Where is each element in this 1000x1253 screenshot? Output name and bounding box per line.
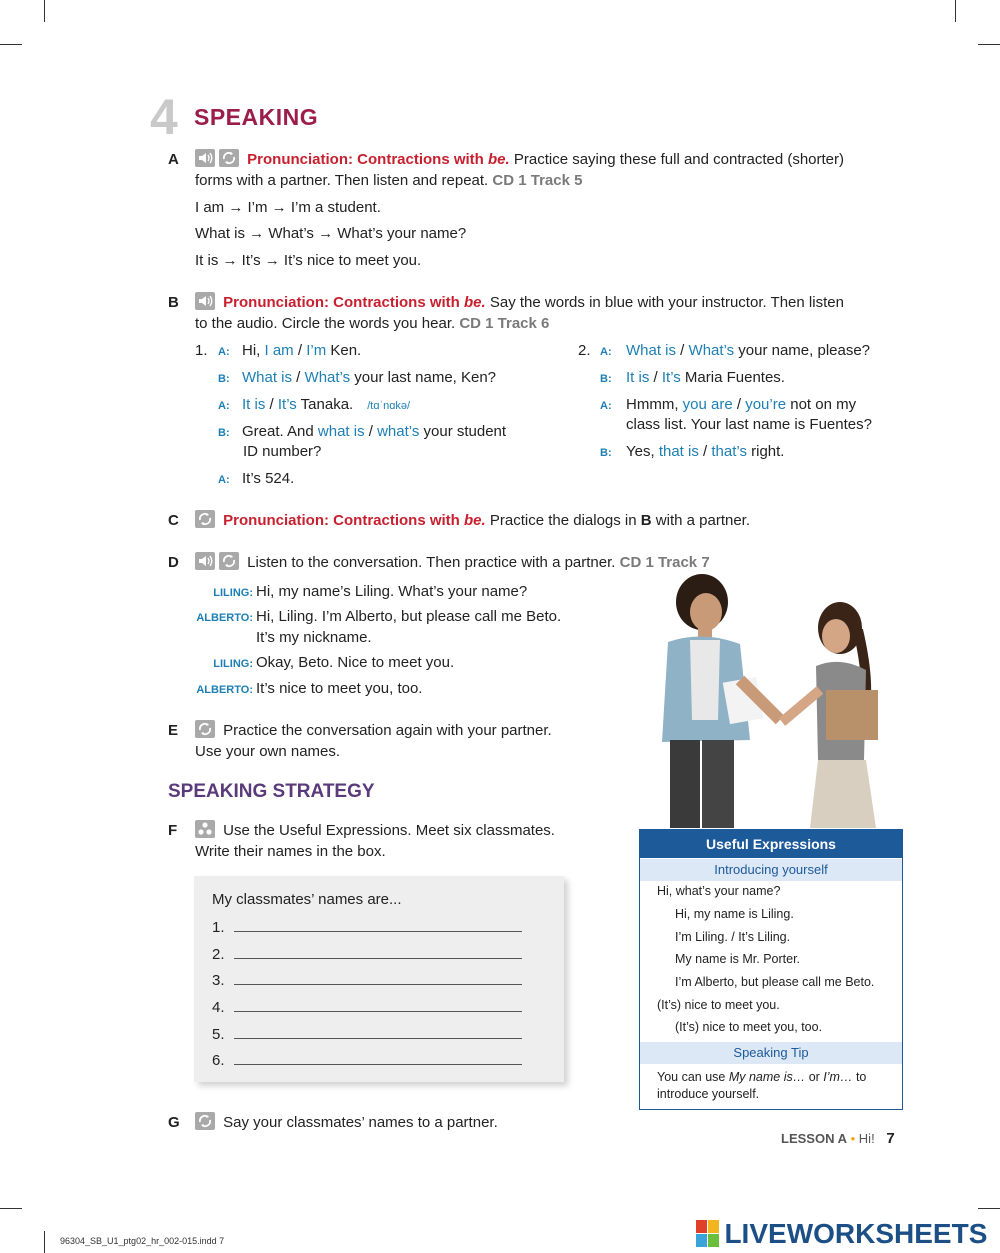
dialog-line: B: Great. And what is / what’s your student <box>218 423 507 440</box>
name-input-line[interactable] <box>234 1064 522 1065</box>
row-number: 3. <box>212 972 225 989</box>
expression: I’m Alberto, but please call me Beto. <box>675 975 875 989</box>
page-footer: LESSON A • Hi! 7 <box>781 1130 895 1147</box>
choice-contracted[interactable]: what’s <box>377 423 420 440</box>
row-number: 4. <box>212 999 225 1016</box>
choice-contracted[interactable]: What’s <box>688 342 735 359</box>
section-title: SPEAKING <box>194 104 319 130</box>
exercise-c-line: Pronunciation: Contractions with be. Practice the dialogs in B with a partner. <box>195 510 750 531</box>
useful-expressions-subtitle: Introducing yourself <box>640 859 902 881</box>
choice-contracted[interactable]: I’m <box>306 342 327 359</box>
pron-heading: Pronunciation: Contractions with <box>223 294 464 311</box>
exercise-d-line: Listen to the conversation. Then practice with a partner. CD 1 Track 7 <box>195 552 710 573</box>
speaking-tip-text: You can use My name is… or I’m… to <box>657 1070 867 1084</box>
crop-mark <box>44 1231 45 1253</box>
expression: I’m Liling. / It’s Liling. <box>675 930 791 944</box>
exercise-f-line2: Write their names in the box. <box>195 843 386 860</box>
pronunciation-guide: /tɑˈnɑkə/ <box>367 400 411 412</box>
name-input-line[interactable] <box>234 1038 522 1039</box>
speaker-label: ALBERTO: <box>196 684 253 696</box>
dialog-line-cont: class list. Your last name is Fuentes? <box>626 416 872 433</box>
pron-heading: Pronunciation: Contractions with <box>247 151 488 168</box>
instruction: Say the words in blue with your instructor. Then listen <box>485 294 844 311</box>
row-number: 1. <box>212 919 225 936</box>
choice-full[interactable]: what is <box>317 423 365 440</box>
speaking-tip-text: introduce yourself. <box>657 1087 760 1101</box>
instruction: to the audio. Circle the words you hear. <box>195 315 460 332</box>
speaking-tip-title: Speaking Tip <box>640 1042 902 1064</box>
name-input-line[interactable] <box>234 1011 522 1012</box>
choice-contracted[interactable]: It’s <box>277 396 297 413</box>
dialog-line-cont: ID number? <box>243 443 322 460</box>
dialog-number: 1. <box>195 342 208 359</box>
crop-mark <box>955 0 956 22</box>
dialog-number: 2. <box>578 342 591 359</box>
exercise-e-line1: Practice the conversation again with your partner. <box>195 720 552 741</box>
exercise-letter-b: B <box>168 294 179 311</box>
instruction: forms with a partner. Then listen and repeat. <box>195 172 493 189</box>
section-number: 4 <box>150 89 178 145</box>
expression: Hi, my name is Liling. <box>675 907 794 921</box>
exercise-letter-g: G <box>168 1114 180 1131</box>
expression: (It’s) nice to meet you. <box>657 998 780 1012</box>
box-title: My classmates’ names are... <box>212 891 402 908</box>
dialog-line: A: It’s 524. <box>218 470 295 487</box>
students-photo <box>640 570 902 828</box>
choice-full[interactable]: you are <box>682 396 733 413</box>
conversation-line-cont: It’s my nickname. <box>256 629 372 646</box>
example-line: What is → What’s → What’s your name? <box>195 225 467 242</box>
exercise-b-line2 <box>195 313 549 334</box>
speaker-label: LILING: <box>213 658 253 670</box>
example-line: I am → I’m → I’m a student. <box>195 199 381 216</box>
pair-work-icon <box>195 720 215 738</box>
name-input-line[interactable] <box>234 984 522 985</box>
dialog-line: A: Hmmm, you are / you’re not on my <box>600 396 857 413</box>
pair-work-icon <box>219 552 239 570</box>
crop-mark <box>978 1208 1000 1209</box>
conversation-line: Hi, Liling. I’m Alberto, but please call me Beto. <box>256 608 562 625</box>
dialog-line: A: What is / What’s your name, please? <box>600 342 871 359</box>
speaker-label: LILING: <box>213 587 253 599</box>
file-info: 96304_SB_U1_ptg02_hr_002-015.indd 7 <box>60 1236 225 1246</box>
exercise-letter-d: D <box>168 554 179 571</box>
choice-full[interactable]: It is <box>242 396 266 413</box>
speaker-label: ALBERTO: <box>196 612 253 624</box>
exercise-letter-a: A <box>168 151 179 168</box>
audio-icon[interactable] <box>195 292 215 310</box>
expression: My name is Mr. Porter. <box>675 952 801 966</box>
conversation-line: Hi, my name’s Liling. What’s your name? <box>256 583 528 600</box>
choice-full[interactable]: It is <box>626 369 650 386</box>
exercise-letter-f: F <box>168 822 178 839</box>
audio-icon[interactable] <box>195 552 215 570</box>
crop-mark <box>978 44 1000 45</box>
useful-expressions-title: Useful Expressions <box>640 830 902 858</box>
speaking-strategy-heading: SPEAKING STRATEGY <box>168 781 375 802</box>
dialog-line: B: Yes, that is / that’s right. <box>600 443 785 460</box>
pair-work-icon <box>195 1112 215 1130</box>
choice-full[interactable]: What is <box>626 342 677 359</box>
choice-contracted[interactable]: What’s <box>304 369 351 386</box>
row-number: 2. <box>212 946 225 963</box>
exercise-letter-e: E <box>168 722 179 739</box>
exercise-e-line2: Use your own names. <box>195 743 341 760</box>
exercise-f-line1: Use the Useful Expressions. Meet six classmates. <box>195 820 555 841</box>
conversation-line: Okay, Beto. Nice to meet you. <box>256 654 455 671</box>
choice-contracted[interactable]: that’s <box>711 443 747 460</box>
name-input-line[interactable] <box>234 958 522 959</box>
row-number: 6. <box>212 1052 225 1069</box>
pair-work-icon <box>219 149 239 167</box>
exercise-a-line1 <box>195 149 844 170</box>
instruction: Practice saying these full and contracted (shorter) <box>509 151 845 168</box>
page-number: 7 <box>886 1130 895 1147</box>
choice-contracted[interactable]: you’re <box>745 396 787 413</box>
choice-full[interactable]: What is <box>242 369 293 386</box>
name-input-line[interactable] <box>234 931 522 932</box>
dialog-line: B: What is / What’s your last name, Ken? <box>218 369 497 386</box>
exercise-b-line1 <box>195 292 844 313</box>
exercise-g-line: Say your classmates’ names to a partner. <box>195 1112 498 1133</box>
choice-full[interactable]: I am <box>264 342 294 359</box>
crop-mark <box>44 0 45 22</box>
choice-full[interactable]: that is <box>658 443 699 460</box>
pair-work-icon <box>195 510 215 528</box>
row-number: 5. <box>212 1026 225 1043</box>
crop-mark <box>0 1208 22 1209</box>
group-work-icon <box>195 820 215 838</box>
expression: (It’s) nice to meet you, too. <box>675 1020 823 1034</box>
choice-contracted[interactable]: It’s <box>661 369 681 386</box>
audio-icon[interactable] <box>195 149 215 167</box>
brand-logo[interactable] <box>696 1218 987 1250</box>
audio-track: CD 1 Track 5 <box>492 172 583 189</box>
exercise-letter-c: C <box>168 512 179 529</box>
useful-expressions-panel <box>639 829 903 1110</box>
pron-be: be. <box>488 151 510 168</box>
brand-name: LIVEWORKSHEETS <box>724 1218 988 1249</box>
crop-mark <box>0 44 22 45</box>
exercise-a-line2 <box>195 170 582 191</box>
expression: Hi, what’s your name? <box>657 884 781 898</box>
classmates-box <box>194 876 564 1082</box>
conversation-line: It’s nice to meet you, too. <box>256 680 423 697</box>
dialog-line: A: It is / It’s Tanaka. /tɑˈnɑkə/ <box>218 396 411 413</box>
dialog-line: A: Hi, I am / I’m Ken. <box>218 342 362 359</box>
example-line: It is → It’s → It’s nice to meet you. <box>195 252 422 269</box>
brand-logo-icon <box>696 1220 720 1248</box>
pron-be: be. <box>464 294 486 311</box>
dialog-line: B: It is / It’s Maria Fuentes. <box>600 369 785 386</box>
audio-track: CD 1 Track 7 <box>619 554 710 571</box>
audio-track: CD 1 Track 6 <box>459 315 550 332</box>
